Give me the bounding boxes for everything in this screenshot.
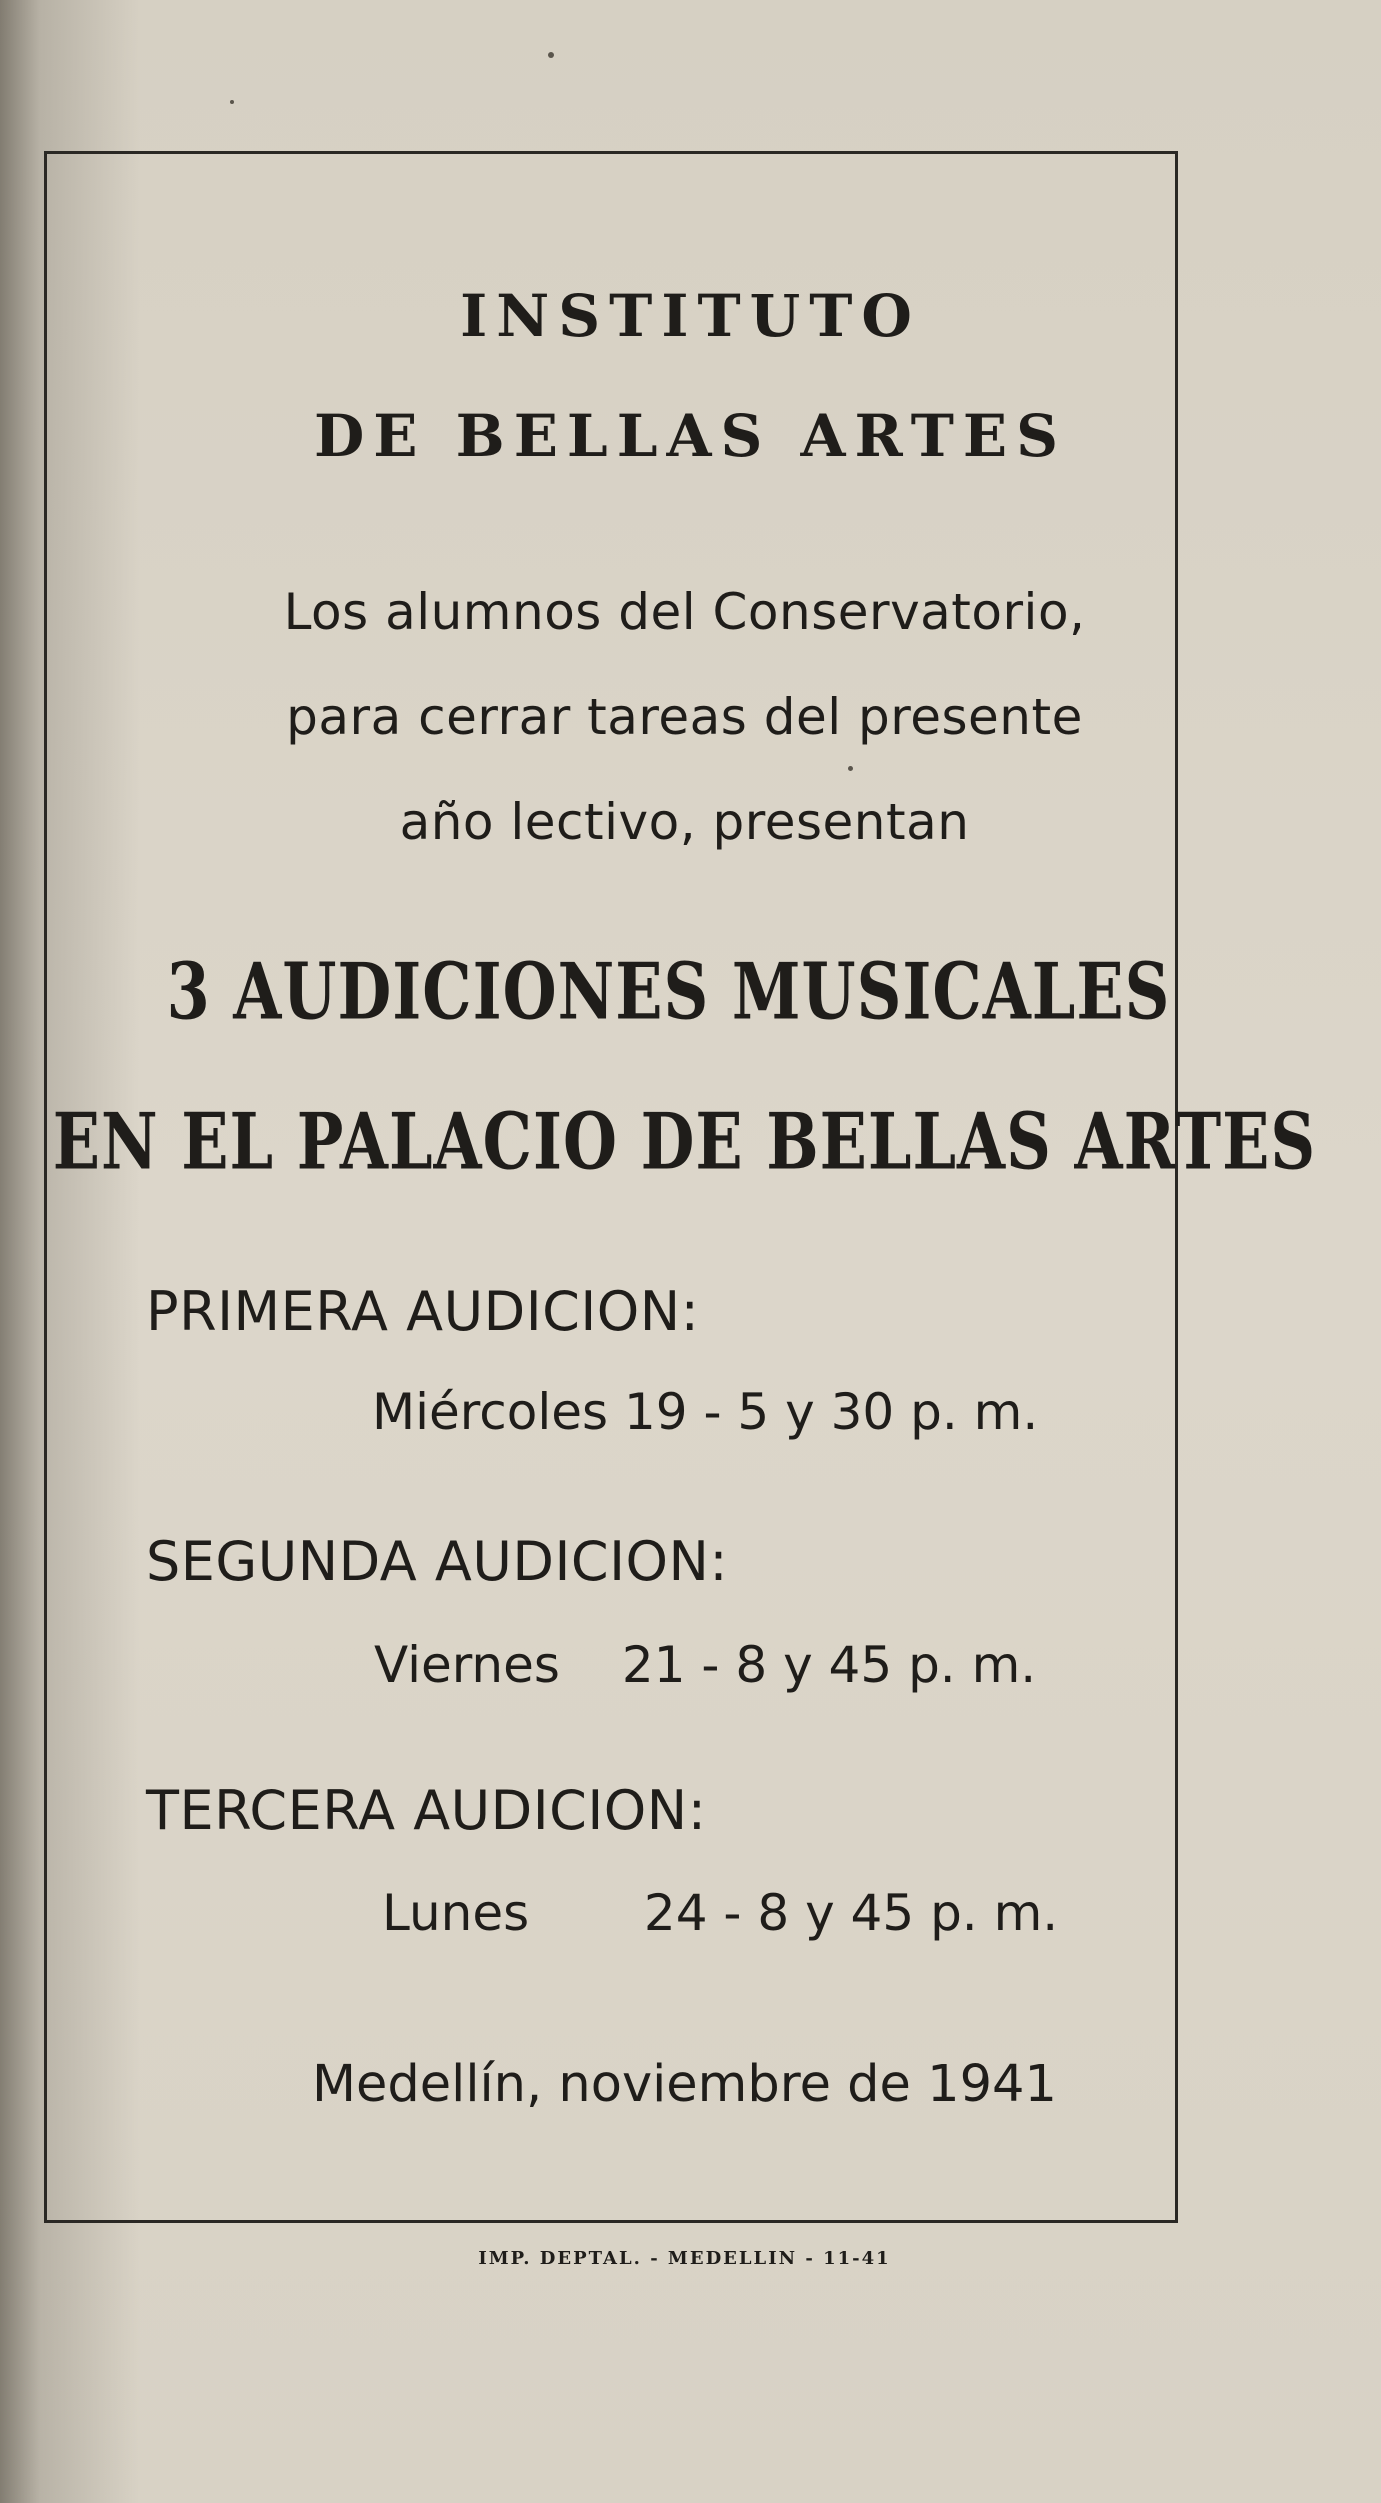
audition-3-date: 24 - 8 y 45 p. m. [643, 1884, 1059, 1942]
headline-line-1: 3 AUDICIONES MUSICALES [166, 945, 1171, 1038]
institute-title-line1: INSTITUTO [460, 282, 921, 350]
audition-2-schedule [374, 1636, 1036, 1694]
audition-1-day: Miércoles [372, 1383, 609, 1441]
audition-2-title: SEGUNDA AUDICION: [146, 1530, 729, 1593]
intro-line-1: Los alumnos del Conservatorio, [283, 583, 1086, 641]
printer-imprint: IMP. DEPTAL. - MEDELLIN - 11-41 [478, 2248, 891, 2269]
intro-line-2: para cerrar tareas del presente [286, 688, 1083, 746]
paper-speck [548, 52, 554, 58]
place-date-footer: Medellín, noviembre de 1941 [312, 2055, 1057, 2114]
audition-2-date: 21 - 8 y 45 p. m. [621, 1636, 1037, 1694]
intro-line-3: año lectivo, presentan [399, 793, 970, 851]
headline-line-2: EN EL PALACIO DE BELLAS ARTES [52, 1095, 1317, 1188]
audition-3-day: Lunes [382, 1884, 530, 1942]
paper-speck [848, 766, 853, 771]
institute-title-line2: DE BELLAS ARTES [313, 402, 1067, 470]
paper-speck [230, 100, 234, 104]
audition-1-title: PRIMERA AUDICION: [146, 1280, 700, 1343]
audition-3-title: TERCERA AUDICION: [146, 1779, 707, 1842]
audition-1-date: 19 - 5 y 30 p. m. [623, 1383, 1039, 1441]
audition-1-schedule [372, 1383, 1038, 1441]
audition-3-schedule [382, 1884, 1058, 1942]
audition-2-day: Viernes [374, 1636, 560, 1694]
